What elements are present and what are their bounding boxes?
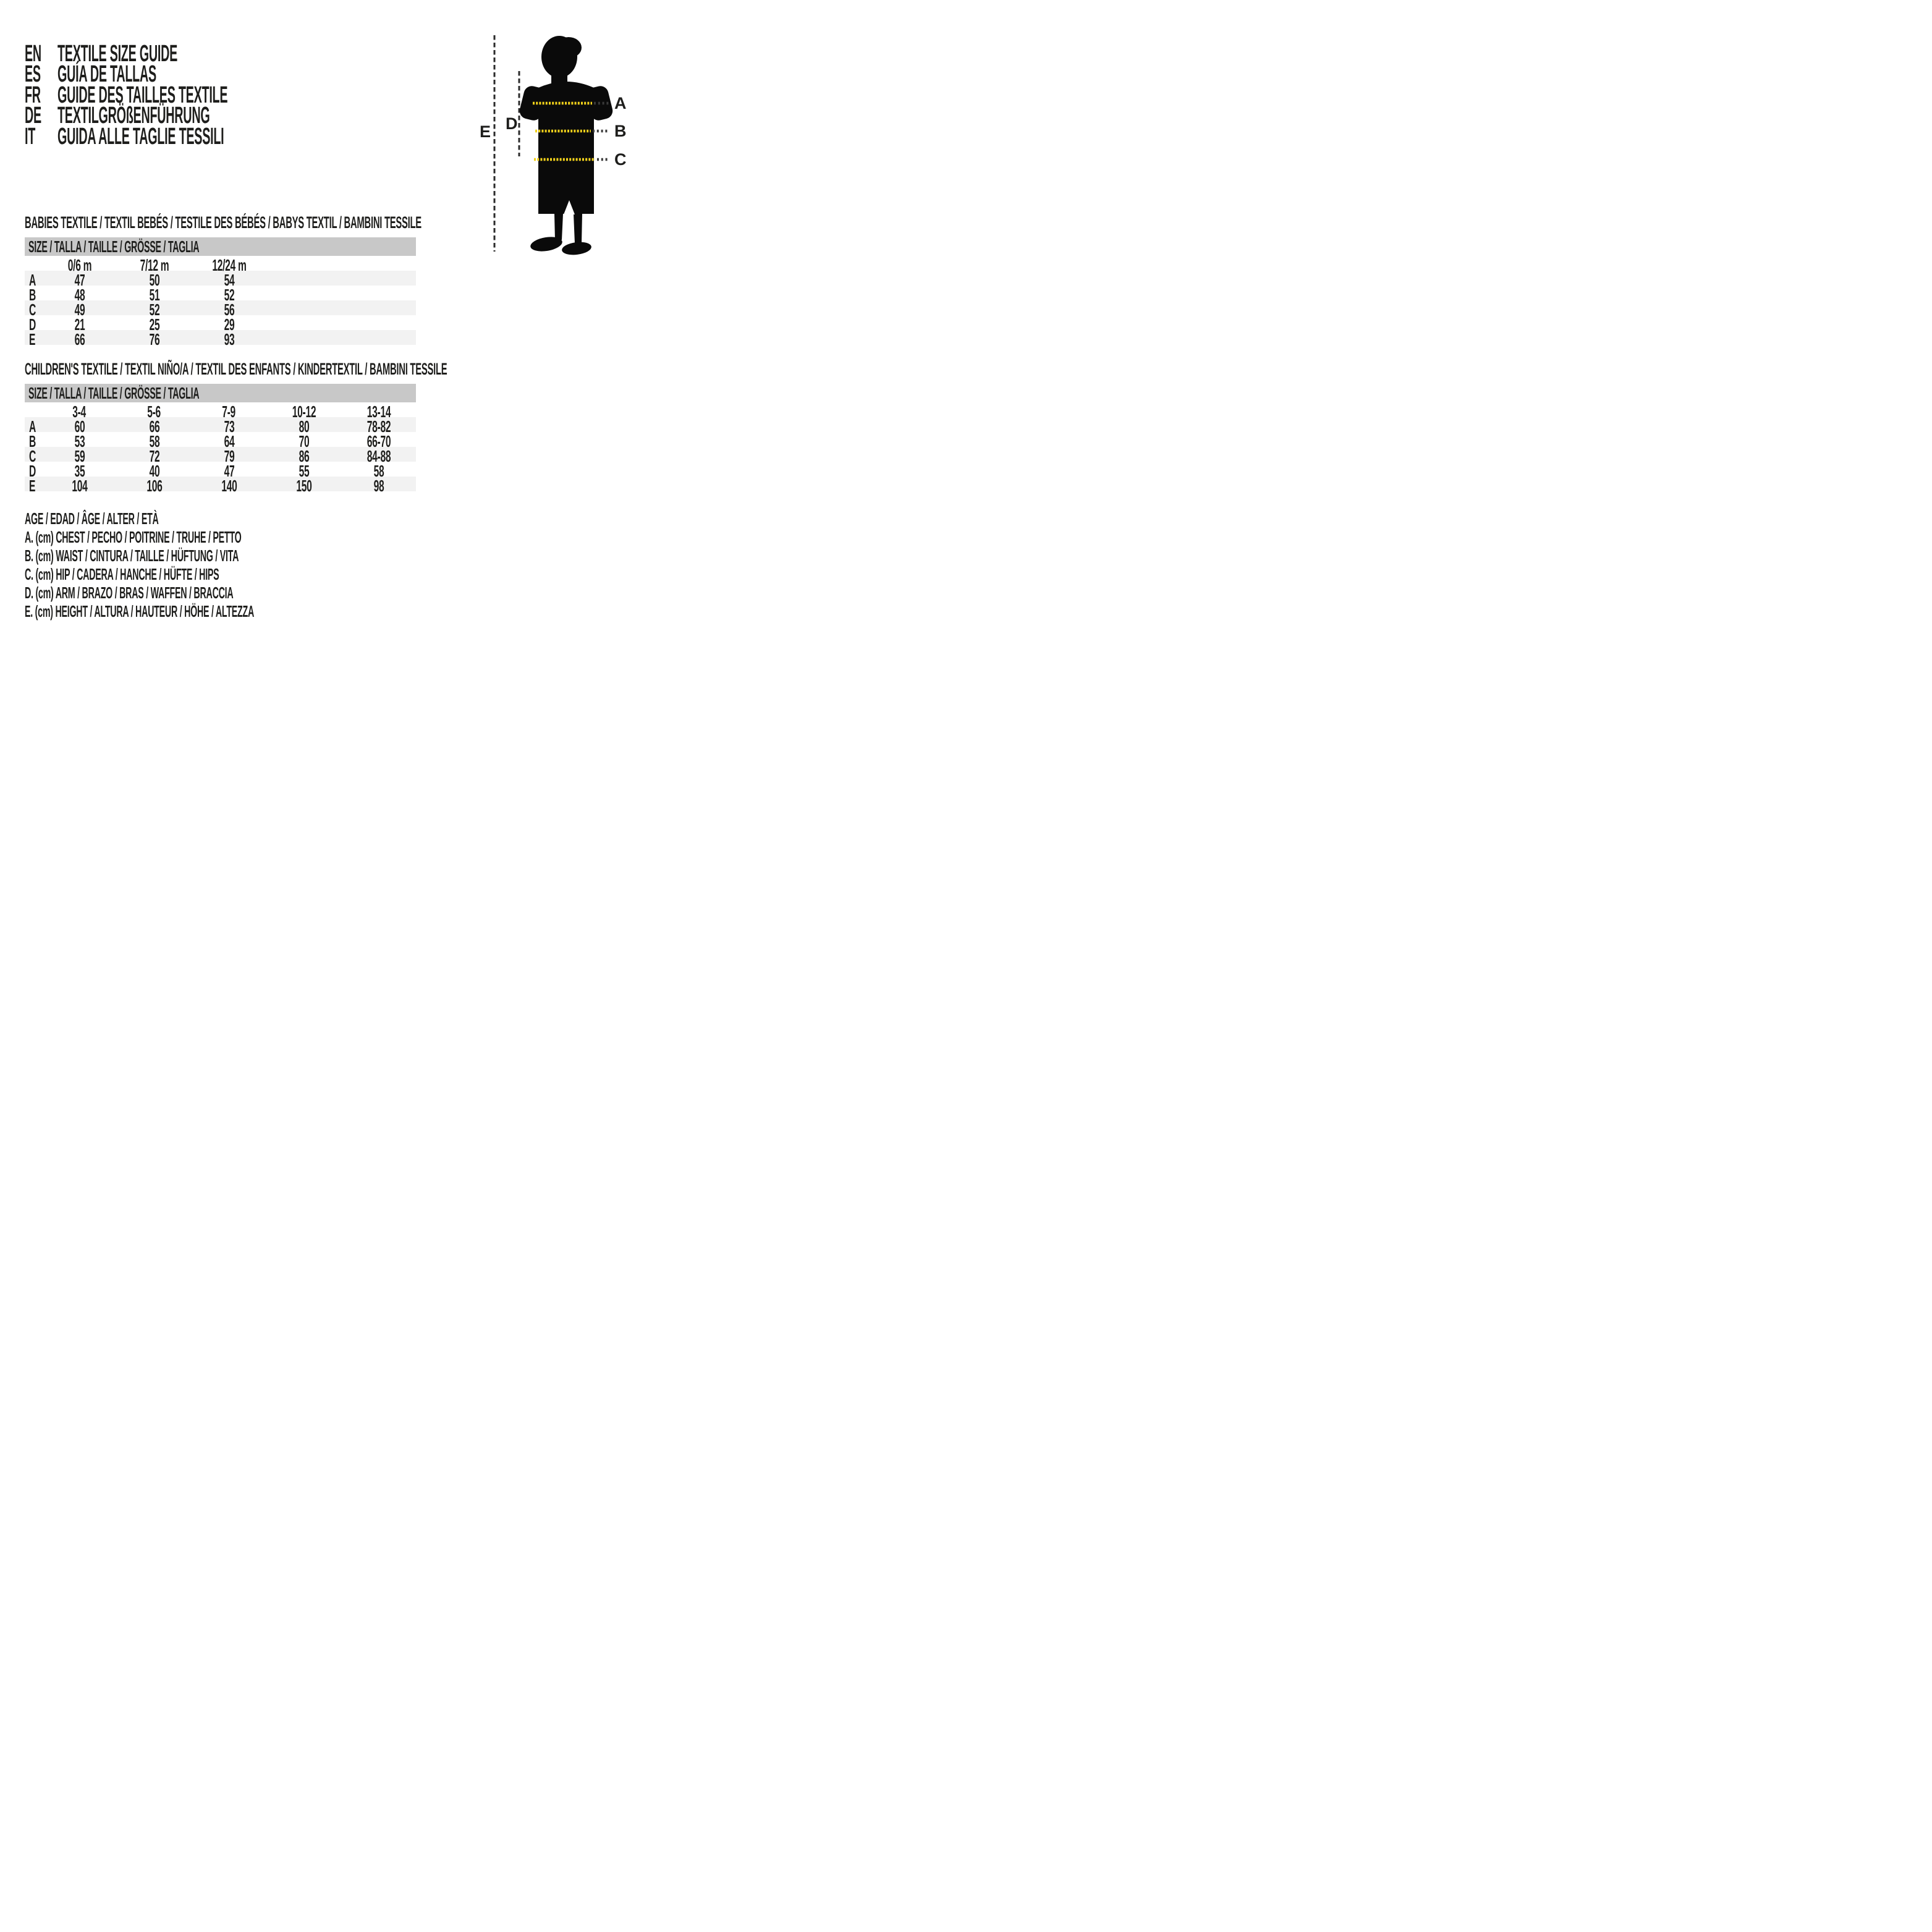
lang-code: IT (25, 123, 36, 150)
table-row: E 104 106 140 150 98 (25, 477, 416, 491)
measurement-legend (25, 509, 442, 621)
children-column-headers: 3-4 5-6 7-9 10-12 13-14 (72, 402, 391, 421)
label-e: E (480, 122, 491, 141)
babies-heading: BABIES TEXTILE / TEXTIL BEBÉS / TESTILE DES BÉBÉS / BABYS TEXTIL / BAMBINI TESSILE (25, 213, 422, 232)
textile-size-guide-page (0, 0, 644, 644)
legend-height: E. (cm) HEIGHT / ALTURA / HAUTEUR / HÖHE / ALTEZZA (25, 601, 255, 621)
lang-title: TEXTILGRÖßENFÜHRUNG (57, 103, 210, 129)
language-row-en (25, 41, 384, 67)
table-row: B 53 58 64 70 66-70 (29, 432, 391, 451)
table-row: C 59 72 79 86 84-88 (25, 447, 416, 462)
legend-arm: D. (cm) ARM / BRAZO / BRAS / WAFFEN / BRACCIA (25, 583, 234, 602)
language-row-it (25, 123, 384, 150)
table-row: C 49 52 56 (25, 300, 416, 315)
table-row: B 48 51 52 (29, 286, 234, 304)
label-c: C (614, 150, 627, 169)
legend-chest: A. (cm) CHEST / PECHO / POITRINE / TRUHE / PETTO (25, 527, 242, 546)
lang-title: GUIDE DES TAILLES TEXTILE (57, 82, 228, 108)
table-row: E 66 76 93 (25, 330, 416, 345)
lang-code: FR (25, 82, 41, 108)
language-row-es (25, 61, 384, 88)
label-a: A (614, 94, 627, 112)
language-row-de (25, 103, 384, 129)
children-table (25, 384, 416, 495)
label-d: D (506, 114, 518, 133)
table-row: A 60 66 73 80 78-82 (25, 417, 416, 432)
babies-table (25, 237, 416, 349)
legend-waist: B. (cm) WAIST / CINTURA / TAILLE / HÜFTUNG / VITA (25, 546, 239, 565)
lang-title: GUÍA DE TALLAS (57, 61, 156, 88)
lang-code: DE (25, 103, 41, 129)
lang-code: ES (25, 61, 41, 88)
children-heading: CHILDREN'S TEXTILE / TEXTIL NIÑO/A / TEXTIL DES ENFANTS / KINDERTEXTIL / BAMBINI TESSILE (25, 360, 447, 378)
lang-code: EN (25, 41, 41, 67)
legend-hip: C. (cm) HIP / CADERA / HANCHE / HÜFTE / HIPS (25, 564, 219, 583)
legend-age: AGE / EDAD / ÂGE / ALTER / ETÀ (25, 509, 159, 528)
lang-title: TEXTILE SIZE GUIDE (57, 41, 178, 67)
language-row-fr (25, 82, 384, 108)
table-row: A 47 50 54 (25, 271, 416, 286)
babies-size-bar: SIZE / TALLA / TAILLE / GRÖSSE / TAGLIA (25, 237, 416, 256)
table-row: D 21 25 29 (29, 315, 234, 334)
lang-title: GUIDA ALLE TAGLIE TESSILI (57, 123, 224, 150)
babies-column-headers: 0/6 m 7/12 m 12/24 m (67, 256, 247, 274)
label-b: B (614, 122, 627, 140)
table-row: D 35 40 47 55 58 (29, 462, 384, 480)
language-list (25, 41, 384, 150)
children-size-bar: SIZE / TALLA / TAILLE / GRÖSSE / TAGLIA (25, 384, 416, 402)
